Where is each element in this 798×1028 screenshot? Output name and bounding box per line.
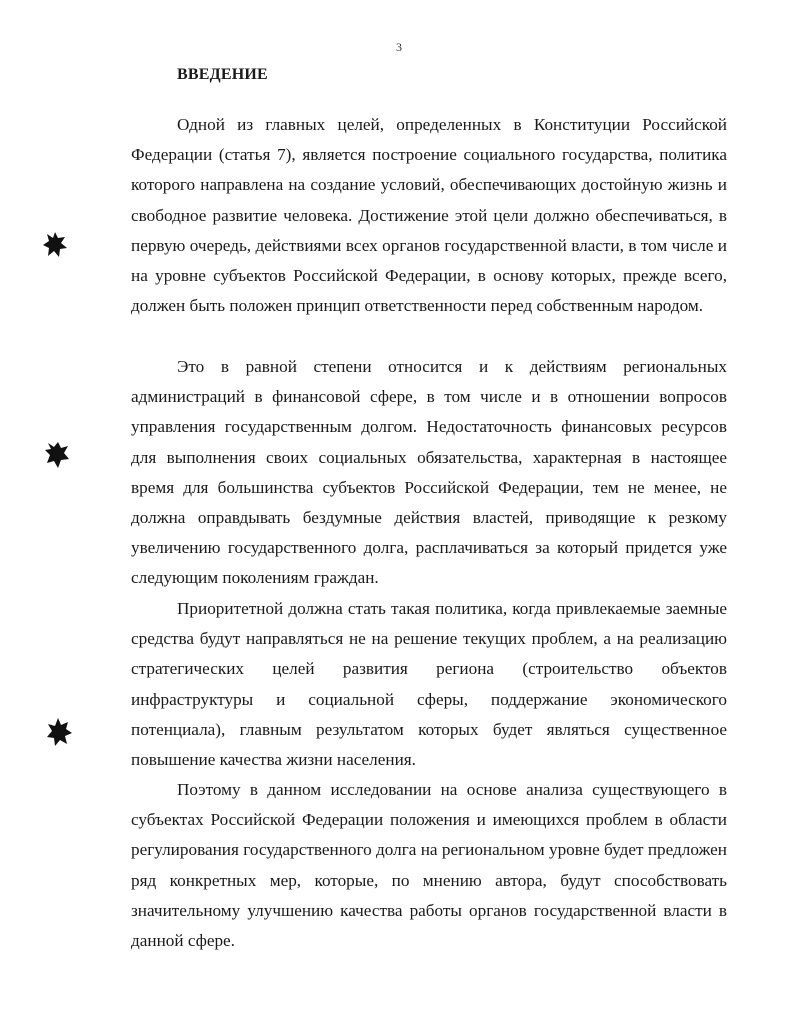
paragraph: Одной из главных целей, определенных в Конституции Российской Федерации (статья 7), является построение социального государства, политика которого направлена на создание условий, обеспечивающих достойную жизнь и свободное развитие человека. Достижение этой цели должно обеспечиваться, в первую очередь, действиями всех органов государственной власти, в том числе и на уровне субъектов Российской Федерации, в основу которых, прежде всего, должен быть положен принцип ответственности перед собственным народом.: [131, 115, 727, 316]
section-heading: ВВЕДЕНИЕ: [177, 66, 268, 83]
page-number: 3: [396, 40, 402, 54]
binding-hole-mark: [46, 717, 72, 747]
paragraph: Поэтому в данном исследовании на основе анализа существующего в субъектах Российской Федерации положения и имеющихся проблем в области регулирования государственного долга на региональном уровне будет предложен ряд конкретных мер, которые, по мнению автора, будут способствовать значительному улучшению качества работы органов государственной власти в данной сфере.: [131, 780, 727, 951]
binding-hole-mark: [44, 440, 70, 470]
paragraph: Приоритетной должна стать такая политика, когда привлекаемые заемные средства будут направляться не на решение текущих проблем, а на реализацию стратегических целей развития региона (строительство объектов инфраструктуры и социальной сферы, поддержание экономического потенциала), главным результатом которых будет являться существенное повышение качества жизни населения.: [131, 599, 727, 770]
paragraph: Это в равной степени относится и к действиям региональных администраций в финансовой сфере, в том числе и в отношении вопросов управления государственным долгом. Недостаточность финансовых ресурсов для выполнения своих социальных обязательства, характерная в настоящее время для большинства субъектов Российской Федерации, тем не менее, не должна оправдывать бездумные действия властей, приводящие к резкому увеличению государственного долга, расплачиваться за который придется уже следующим поколениям граждан.: [131, 357, 727, 588]
binding-hole-mark: [42, 230, 68, 260]
